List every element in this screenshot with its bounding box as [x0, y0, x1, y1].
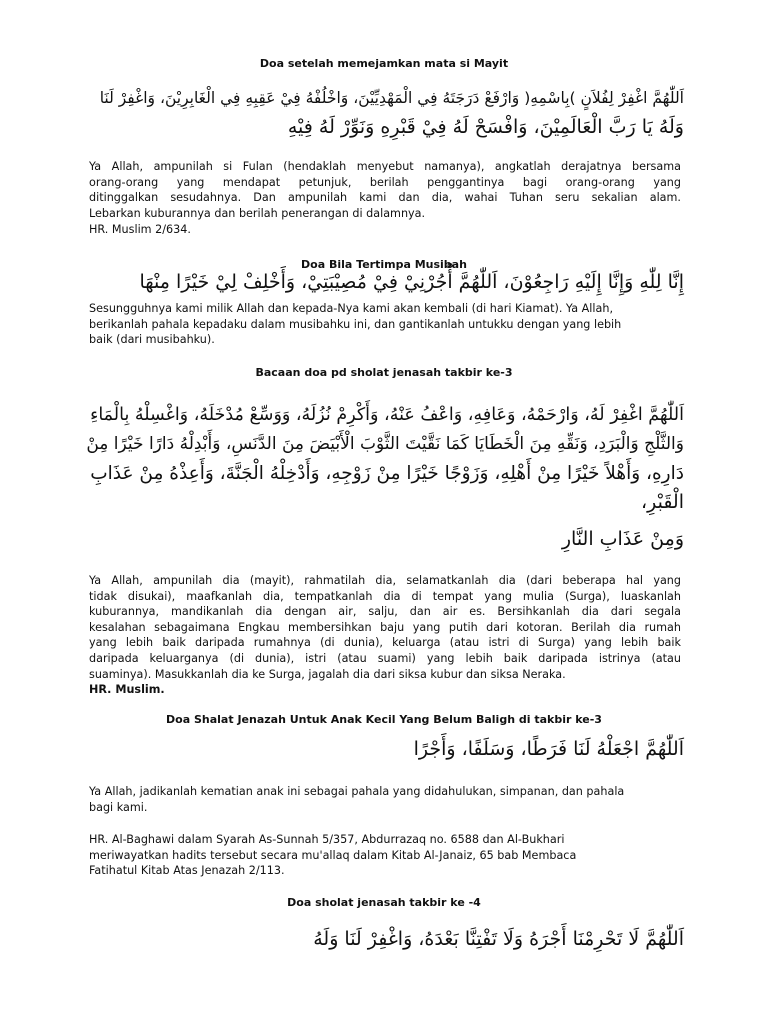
section-title: Doa Shalat Jenazah Untuk Anak Kecil Yang Belum Baligh di takbir ke-3 [166, 713, 602, 726]
translation-line: daripada keluarganya (di dunia), istri (atau suami) yang lebih baik daripada istrinya (atau [89, 651, 681, 665]
arabic-line: اَللّٰهُمَّ اغْفِرْ لِفُلاَنٍ )بِاسْمِهِ( وَارْفَعْ دَرَجَتَهُ فِي الْمَهْدِيِّيْنَ، وَاخْلُفْهُ فِيْ عَقِبِهِ فِي الْغَابِرِيْنَ، وَاغْفِرْ لَنَا [99, 89, 684, 107]
arabic-line: الْقَبْرِ، [640, 491, 684, 513]
translation-line: Ya Allah, ampunilah dia (mayit), rahmatilah dia, selamatkanlah dia (dari beberapa hal yang [89, 574, 681, 587]
translation-line: yang lebih baik daripada rumahnya (di dunia), keluarga (atau istri di Surga) yang lebih baik [89, 636, 681, 650]
source-line: HR. Al-Baghawi dalam Syarah As-Sunnah 5/357, Abdurrazaq no. 6588 dan Al-Bukhari [89, 833, 565, 846]
translation-line: baik (dari musibahku). [89, 333, 215, 347]
arabic-line: اَللّٰهُمَّ اغْفِرْ لَهُ، وَارْحَمْهُ، وَعَافِهِ، وَاعْفُ عَنْهُ، وَأَكْرِمْ نُزُلَهُ، وَوَسِّعْ مُدْخَلَهُ، وَاغْسِلْهُ بِالْمَاءِ [90, 405, 684, 425]
source-line: Fatihatul Kitab Atas Jenazah 2/113. [89, 864, 285, 878]
hadith-source [89, 682, 681, 698]
arabic-line: دَارِهِ، وَأَهْلاً خَيْرًا مِنْ أَهْلِهِ، وَزَوْجًا خَيْرًا مِنْ زَوْجِهِ، وَأَدْخِلْهُ الْجَنَّةَ، وَأَعِذْهُ مِنْ عَذَابِ [90, 463, 684, 484]
translation-paragraph [89, 573, 681, 682]
hadith-source [89, 832, 681, 879]
arabic-prayer [84, 735, 684, 764]
arabic-prayer [84, 268, 684, 297]
hadith-source [89, 222, 681, 238]
translation-line: tidak disukai), maafkanlah dia, tempatkanlah dia di tempat yang mulia (Surga), luaskanlah [89, 589, 681, 603]
arabic-line: اَللّٰهُمَّ اجْعَلْهُ لَنَا فَرَطًا، وَسَلَفًا، وَأَجْرًا [413, 738, 684, 760]
translation-line: berikanlah pahala kepadaku dalam musibahku ini, dan gantikanlah untukku dengan yang lebih [89, 317, 622, 331]
translation-line: kesalahan sebagaimana Engkau membersihkan baju yang putih dari kotoran. Berilah dia rumah [89, 620, 681, 634]
arabic-prayer [84, 925, 684, 954]
section-title: Doa sholat jenasah takbir ke -4 [287, 896, 481, 909]
translation-paragraph [89, 784, 681, 815]
arabic-line: اَللّٰهُمَّ لَا تَحْرِمْنَا أَجْرَهُ وَلَا تَفْتِنَّا بَعْدَهُ، وَاغْفِرْ لَنَا وَلَهُ [313, 928, 684, 950]
translation-line: orang-orang yang mendapat petunjuk, berilah penggantinya bagi orang-orang yang [89, 175, 681, 189]
arabic-prayer [84, 84, 684, 142]
translation-line: Sesungguhnya kami milik Allah dan kepada-Nya kami akan kembali (di hari Kiamat). Ya Allah, [89, 302, 614, 315]
translation-line: Ya Allah, ampunilah si Fulan (hendaklah menyebut namanya), angkatlah derajatnya bersama [89, 160, 681, 173]
section-title: Bacaan doa pd sholat jenasah takbir ke-3 [255, 366, 513, 379]
arabic-line: وَمِنْ عَذَابِ النَّارِ [561, 528, 684, 550]
section-title: Doa Bila Tertimpa Musibah [301, 258, 467, 271]
translation-line: bagi kami. [89, 800, 148, 814]
source-line: HR. Muslim 2/634. [89, 223, 191, 236]
translation-line: Ya Allah, jadikanlah kematian anak ini sebagai pahala yang didahulukan, simpanan, dan pahala [89, 785, 625, 798]
translation-line: suaminya). Masukkanlah dia ke Surga, jagalah dia dari siksa kubur dan siksa Neraka. [89, 667, 566, 681]
arabic-prayer-continuation [84, 525, 684, 554]
translation-line: Lebarkan kuburannya dan berilah penerangan di dalamnya. [89, 206, 426, 220]
arabic-line: وَلَهُ يَا رَبَّ الْعَالَمِيْنَ، وَافْسَحْ لَهُ فِيْ قَبْرِهِ وَنَوِّرْ لَهُ فِيْهِ [287, 116, 684, 138]
translation-line: kuburannya, mandikanlah dia dengan air, salju, dan air es. Bersihkanlah dia dari segala [89, 605, 681, 619]
translation-paragraph [89, 159, 681, 221]
arabic-line: إِنَّا لِلّٰهِ وَإِنَّا إِلَيْهِ رَاجِعُوْنَ، اَللّٰهُمَّ أْجُرْنِيْ فِيْ مُصِيْبَتِيْ، وَأَخْلِفْ لِيْ خَيْرًا مِنْهَا [139, 271, 684, 293]
source-line: meriwayatkan hadits tersebut secara mu'allaq dalam Kitab Al-Janaiz, 65 bab Membaca [89, 848, 577, 862]
translation-line: ditinggalkan sesudahnya. Dan ampunilah kami dan dia, wahai Tuhan seru sekalian alam. [89, 191, 681, 205]
arabic-prayer [84, 401, 684, 517]
section-title: Doa setelah memejamkan mata si Mayit [259, 57, 509, 70]
arabic-line: وَالثَّلْجِ وَالْبَرَدِ، وَنَقِّهِ مِنَ الْخَطَايَا كَمَا نَقَّيْتَ الثَّوْبَ الْأَبْيَضَ مِنَ الدَّنَسِ، وَأَبْدِلْهُ دَارًا خَيْرًا مِنْ [86, 434, 684, 454]
translation-paragraph [89, 301, 681, 348]
source-line: HR. Muslim. [89, 683, 165, 696]
